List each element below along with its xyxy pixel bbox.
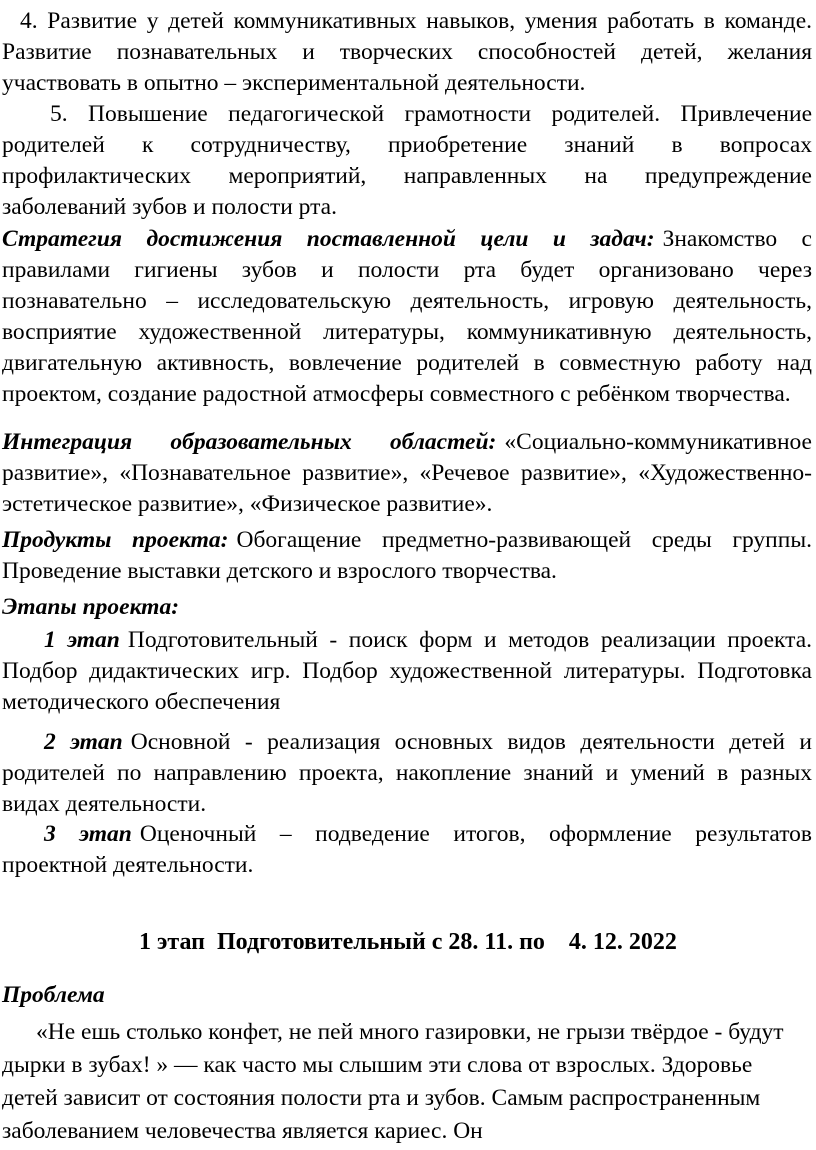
- stage-2-label: 2 этап: [44, 729, 123, 755]
- paragraph-item-4: 4. Развитие у детей коммуникативных навыков, умения работать в команде. Развитие познавательных и творческих способностей детей, желания участвовать в опытно – экспериментальной деятельности.: [2, 8, 812, 96]
- products-label: Продукты проекта:: [2, 527, 229, 553]
- strategy-text: Знакомство с правилами гигиены зубов и полости рта будет организовано через познавательно – исследовательскую деятельность, игровую деятельность, восприятие художественной литературы, коммуникативную деятельность, двигательную активность, вовлечение родителей в совместную работу над проектом, создание радостной атмосферы совместного с ребёнком творчества.: [2, 226, 812, 407]
- integration-text: «Социально-коммуникативное развитие», «Познавательное развитие», «Речевое развитие», «Художественно-эстетическое развитие», «Физическое развитие».: [2, 429, 812, 517]
- problem-heading: [2, 980, 812, 1011]
- paragraph-item-5: 5. Повышение педагогической грамотности родителей. Привлечение родителей к сотрудничеству, приобретение знаний в вопросах профилактических мероприятий, направленных на предупреждение заболеваний зубов и полости рта.: [2, 101, 812, 220]
- integration-label: Интеграция образовательных областей:: [2, 429, 497, 455]
- stage-3-label: 3 этап: [44, 821, 132, 847]
- section-heading: 1 этап Подготовительный с 28. 11. по 4. 12. 2022: [139, 929, 677, 955]
- integration-paragraph: [2, 427, 812, 520]
- stage-item-2: [2, 727, 812, 820]
- strategy-label: Стратегия достижения поставленной цели и задач:: [2, 226, 655, 252]
- stage-1-text: Подготовительный - поиск форм и методов реализации проекта. Подбор дидактических игр. Подбор художественной литературы. Подготовка методического обеспечения: [2, 627, 812, 715]
- problem-text: «Не ешь столько конфет, не пей много газировки, не грызи твёрдое - будут дырки в зубах! » — как часто мы слышим эти слова от взрослых. Здоровье детей зависит от состояния полости рта и зубов. Самым распространенным заболеванием человечества является кариес. Он: [2, 1019, 784, 1144]
- stage-3-text: Оценочный – подведение итогов, оформление результатов проектной деятельности.: [2, 821, 812, 878]
- stage-item-3: [2, 819, 812, 881]
- stages-label: Этапы проекта:: [2, 594, 180, 620]
- problem-label: Проблема: [2, 982, 105, 1008]
- strategy-paragraph: [2, 224, 812, 410]
- stage-item-1: [2, 625, 812, 718]
- products-paragraph: [2, 525, 812, 587]
- stages-heading: [2, 592, 812, 623]
- products-text: Обогащение предметно-развивающей среды группы. Проведение выставки детского и взрослого творчества.: [2, 527, 813, 584]
- stage-2-text: Основной - реализация основных видов деятельности детей и родителей по направлению проекта, накопление знаний и умений в разных видах деятельности.: [2, 729, 812, 817]
- stage-1-label: 1 этап: [44, 627, 120, 653]
